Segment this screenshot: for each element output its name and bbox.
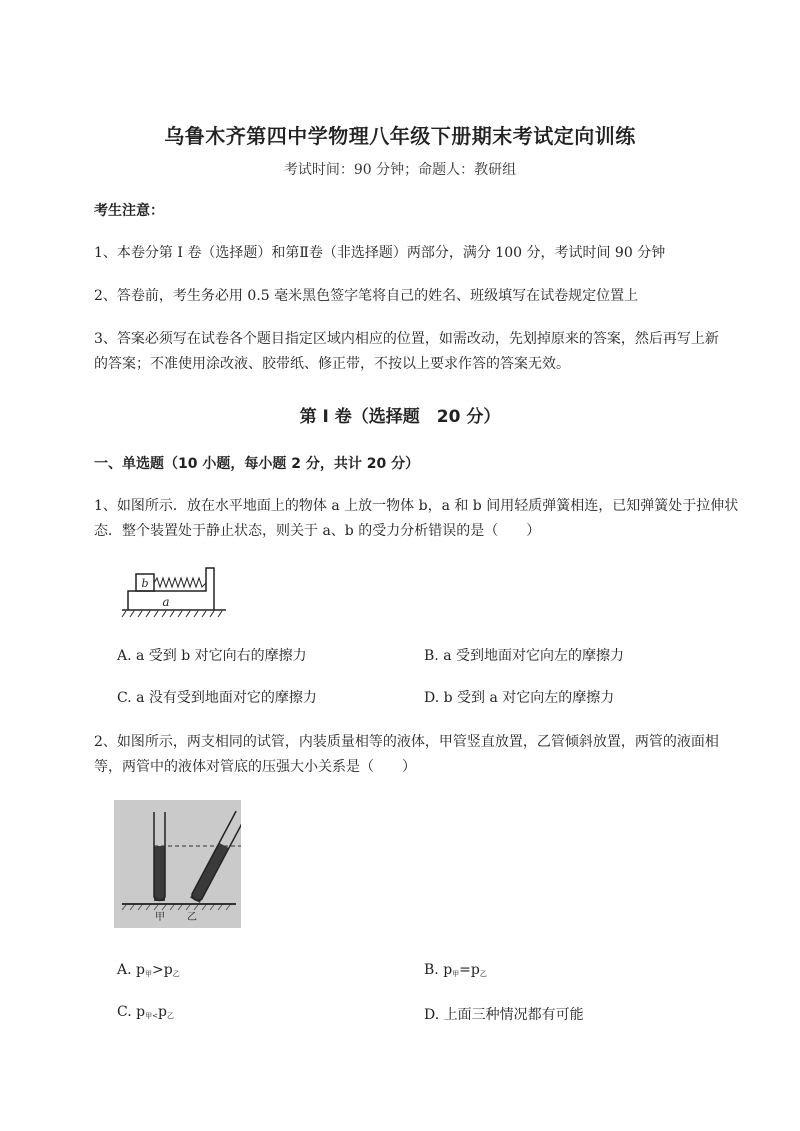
subscript: 甲 — [452, 970, 460, 978]
relation-operator: = — [459, 962, 471, 978]
option-letter: C. — [117, 1004, 132, 1020]
pressure-symbol: p — [163, 962, 173, 978]
pressure-symbol: p — [157, 1004, 167, 1020]
section-title: 第 I 卷（选择题 20 分） — [299, 407, 501, 427]
page-title: 乌鲁木齐第四中学物理八年级下册期末考试定向训练 — [164, 124, 636, 148]
question-1-line-2: 态．整个装置处于静止状态，则关于 a、b 的受力分析错误的是（ ） — [94, 523, 541, 539]
option-letter: A. — [117, 962, 132, 978]
tube-label-jia: 甲 — [155, 912, 165, 923]
q1-option-d[interactable]: D. b 受到 a 对它向左的摩擦力 — [424, 690, 615, 706]
notice-item-1: 1、本卷分第 I 卷（选择题）和第Ⅱ卷（非选择题）两部分，满分 100 分，考试时间 90 分钟 — [94, 245, 666, 261]
q2-option-d[interactable]: D. 上面三种情况都有可能 — [424, 1007, 584, 1023]
subscript: 乙 — [479, 970, 487, 978]
subscript: 乙 — [172, 970, 180, 978]
question-2-line-1: 2、如图所示，两支相同的试管，内装质量相等的液体，甲管竖直放置，乙管倾斜放置，两管的液面相 — [94, 734, 719, 750]
pressure-symbol: p — [443, 962, 453, 978]
notice-item-3: 3、答案必须写在试卷各个题目指定区域内相应的位置，如需改动，先划掉原来的答案，然后再写上新 — [94, 331, 719, 347]
notice-item-3-cont: 的答案；不准使用涂改液、胶带纸、修正带，不按以上要求作答的答案无效。 — [94, 356, 570, 372]
q2-option-c[interactable] — [117, 1004, 174, 1021]
subscript: 甲< — [145, 1012, 158, 1020]
option-letter: B. — [424, 962, 439, 978]
figure-label-a: a — [162, 595, 170, 609]
q2-option-a[interactable] — [117, 962, 180, 979]
test-tubes-figure — [114, 800, 241, 928]
spring-blocks-figure — [120, 562, 230, 620]
q2-option-b[interactable] — [424, 962, 487, 979]
q1-option-c[interactable]: C. a 没有受到地面对它的摩擦力 — [117, 690, 317, 706]
q1-option-b[interactable]: B. a 受到地面对它向左的摩擦力 — [424, 648, 624, 664]
subscript: 甲 — [144, 970, 152, 978]
page-subtitle: 考试时间：90 分钟；命题人：教研组 — [283, 162, 517, 178]
question-2-line-2: 等，两管中的液体对管底的压强大小关系是（ ） — [94, 759, 416, 775]
pressure-symbol: p — [136, 962, 145, 978]
notice-heading: 考生注意： — [94, 203, 164, 219]
figure-label-b: b — [141, 577, 149, 590]
subscript: 乙 — [166, 1012, 174, 1020]
part-heading: 一、单选题（10 小题，每小题 2 分，共计 20 分） — [94, 456, 420, 472]
q1-option-a[interactable]: A. a 受到 b 对它向右的摩擦力 — [117, 648, 307, 664]
question-1-line-1: 1、如图所示．放在水平地面上的物体 a 上放一物体 b，a 和 b 间用轻质弹簧相连，已知弹簧处于拉伸状 — [94, 498, 739, 514]
pressure-symbol: p — [136, 1004, 146, 1020]
relation-operator: > — [151, 962, 164, 978]
pressure-symbol: p — [470, 962, 480, 978]
notice-item-2: 2、答卷前，考生务必用 0.5 毫米黑色签字笔将自己的姓名、班级填写在试卷规定位置上 — [94, 288, 639, 304]
tube-label-yi: 乙 — [187, 912, 197, 923]
